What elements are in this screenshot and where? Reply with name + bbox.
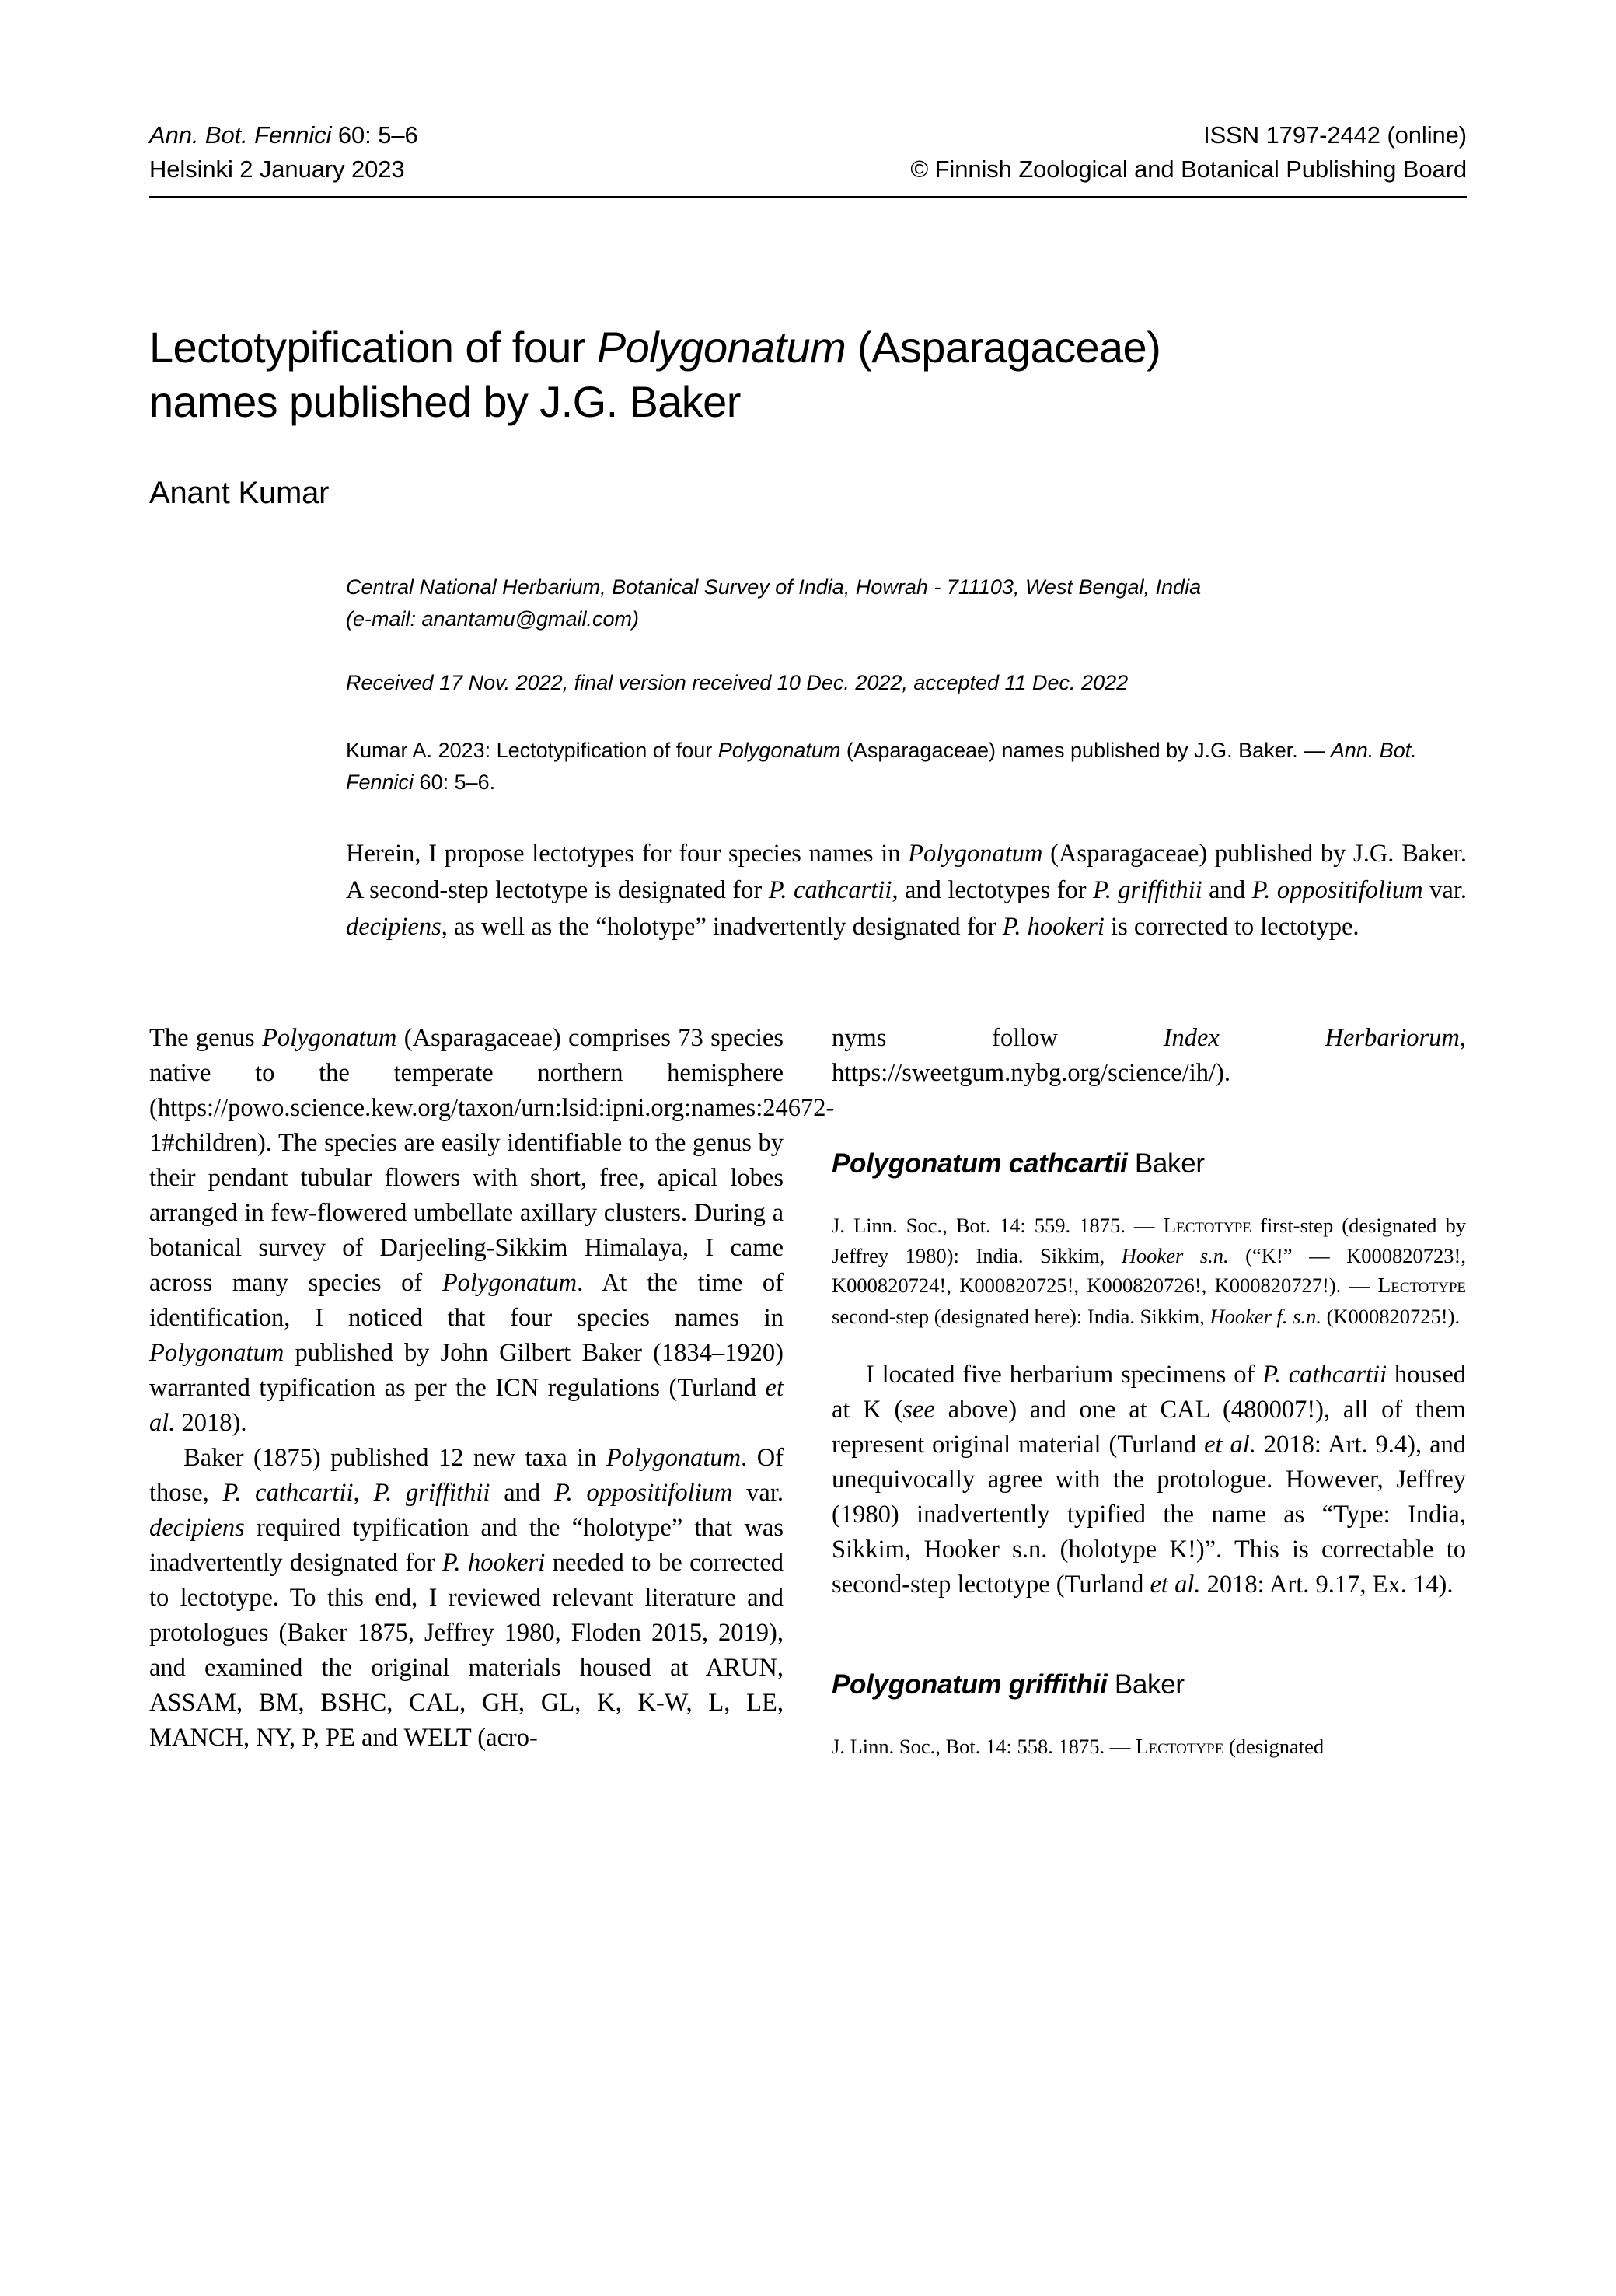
lectotype-label-3: Lectotype (1135, 1734, 1224, 1758)
species-name-griffithii: Polygonatum griffithii (832, 1669, 1108, 1700)
front-matter (346, 571, 1467, 946)
title-part-1: Lectotypification of four (149, 323, 597, 372)
intro-seg-1: The genus (149, 1023, 263, 1052)
lectotype-label-1: Lectotype (1163, 1213, 1251, 1237)
intro-seg-3: . At the time of identification, I noticed that four species names in (149, 1268, 784, 1332)
page-title (149, 320, 1408, 429)
left-column (149, 1021, 835, 1762)
intro-italic-2: Polygonatum (442, 1268, 578, 1297)
intro-seg-5: 2018). (175, 1408, 247, 1437)
cite-part-1: Kumar A. 2023: Lectotypification of four (346, 738, 718, 762)
disc-seg-2: housed at K ( (832, 1360, 1467, 1424)
proto-c-seg-3: (“K!” — K000820723!, K000820724!, K000820725!, K000820726!, K000820727!). — (832, 1244, 1466, 1298)
abstract-seg-4: and (1202, 876, 1252, 905)
cite-genus: Polygonatum (717, 738, 841, 762)
baker-seg-6: required typification and the “holotype” that was inadvertently designated for (149, 1513, 784, 1577)
received-dates: Received 17 Nov. 2022, final version received 10 Dec. 2022, accepted 11 Dec. 2022 (346, 671, 1129, 695)
cite-journal: Ann. Bot. Fennici (346, 738, 1417, 794)
journal-name: Ann. Bot. Fennici (149, 121, 332, 149)
proto-g-seg-2: (designated (1223, 1734, 1325, 1758)
abstract-seg-6: , as well as the “holotype” inadvertently designated for (441, 913, 1003, 942)
intro-seg-4: published by John Gilbert Baker (1834–1920) warranted typification as per the ICN regulations (Turland (149, 1338, 784, 1402)
running-head-row-1 (149, 118, 1467, 152)
title-line-2: names published by J.G. Baker (149, 377, 741, 427)
title-part-2: (Asparagaceae) (846, 323, 1161, 372)
how-to-cite (346, 735, 1467, 799)
abstract-seg-7: is corrected to lectotype. (1104, 913, 1359, 942)
baker-seg-1: Baker (1875) published 12 new taxa in (183, 1443, 606, 1472)
baker-italic-5: decipiens (149, 1513, 245, 1542)
cont-seg-1: nyms follow (832, 1023, 1164, 1052)
heading-polygonatum-griffithii (832, 1669, 1466, 1700)
disc-seg-1: I located five herbarium specimens of (866, 1360, 1263, 1389)
authority-griffithii: Baker (1107, 1669, 1185, 1700)
intro-italic-3: Polygonatum (149, 1338, 284, 1367)
proto-c-seg-4: second-step (designated here): India. Sikkim, (832, 1304, 1210, 1328)
baker-italic-2: P. cathcartii (222, 1478, 354, 1507)
paragraph-baker-1875 (149, 1441, 784, 1756)
abstract-italic-5: decipiens (346, 913, 442, 942)
running-head-row-2 (149, 152, 1467, 187)
species-name-cathcartii: Polygonatum cathcartii (832, 1148, 1128, 1179)
abstract-seg-5: var. (1422, 876, 1467, 905)
affiliation-line-1: Central National Herbarium, Botanical Survey of India, Howrah - 711103, West Bengal, India (346, 575, 1202, 599)
intro-italic-1: Polygonatum (262, 1023, 397, 1052)
abstract-seg-2: (Asparagaceae) published by J.G. Baker. A second-step lectotype is designated for (346, 839, 1467, 905)
paragraph-intro (149, 1021, 835, 1441)
disc-seg-4: 2018: Art. 9.4), and unequivocally agree with the protologue. However, Jeffrey (1980) inadvertently typified the name as “Type: India, Sikkim, Hooker s.n. (holotype K!)”. This is correctable to second-step lectotype (Turland (832, 1430, 1467, 1599)
cite-part-3: 60: 5–6. (414, 770, 496, 794)
author-name: Anant Kumar (149, 476, 330, 511)
abstract-italic-6: P. hookeri (1002, 913, 1105, 942)
lectotype-label-2: Lectotype (1377, 1274, 1466, 1298)
disc-italic-3: et al. (1204, 1430, 1256, 1459)
disc-italic-1: P. cathcartii (1262, 1360, 1387, 1389)
proto-g-seg-1: J. Linn. Soc., Bot. 14: 558. 1875. — (832, 1734, 1136, 1758)
abstract (346, 836, 1467, 946)
body-columns (149, 1021, 1467, 1762)
baker-seg-4: and (490, 1478, 554, 1507)
abstract-italic-4: P. oppositifolium (1251, 876, 1423, 905)
header-divider (149, 196, 1467, 198)
author-affiliation (346, 571, 1467, 634)
right-column (832, 1021, 1466, 1762)
abstract-italic-2: P. cathcartii (768, 876, 892, 905)
proto-c-seg-1: J. Linn. Soc., Bot. 14: 559. 1875. — (832, 1213, 1164, 1237)
paragraph-cathcartii-discussion (832, 1358, 1466, 1602)
disc-italic-4: et al. (1150, 1570, 1201, 1599)
baker-italic-1: Polygonatum (606, 1443, 742, 1472)
journal-reference (149, 118, 418, 152)
affiliation-email: (e-mail: anantamu@gmail.com) (346, 606, 640, 631)
cont-seg-2: , https://sweetgum.nybg.org/science/ih/). (832, 1023, 1467, 1087)
disc-seg-3: above) and one at CAL (480007!), all of them represent original material (Turland (832, 1395, 1466, 1459)
proto-c-seg-2: first-step (designated by Jeffrey 1980): India. Sikkim, (832, 1213, 1466, 1268)
disc-seg-5: 2018: Art. 9.17, Ex. 14). (1200, 1570, 1454, 1599)
baker-seg-7: needed to be corrected to lectotype. To this end, I reviewed relevant literature and protologues (Baker 1875, Jeffrey 1980, Floden 2015, 2019), and examined the original materials housed at ARUN, ASSAM, BM, BSHC, CAL, GH, GL, K, K-W, L, LE, MANCH, NY, P, PE and WELT (acro- (149, 1548, 784, 1752)
running-head (149, 0, 1467, 198)
baker-italic-3: P. griffithii (373, 1478, 490, 1507)
issn: ISSN 1797-2442 (online) (1203, 121, 1467, 149)
protologue-griffithii (832, 1732, 1466, 1762)
baker-italic-4: P. oppositifolium (553, 1478, 733, 1507)
baker-seg-5: var. (732, 1478, 784, 1507)
baker-seg-2: . Of those, (149, 1443, 784, 1507)
title-genus: Polygonatum (596, 323, 846, 372)
disc-italic-2: see (902, 1395, 935, 1424)
baker-italic-6: P. hookeri (442, 1548, 546, 1577)
cont-italic-1: Index Herbariorum (1163, 1023, 1460, 1052)
publisher-copyright: © Finnish Zoological and Botanical Publishing Board (910, 156, 1467, 183)
protologue-cathcartii (832, 1211, 1466, 1331)
abstract-italic-3: P. griffithii (1093, 876, 1202, 905)
paragraph-intro-continued (832, 1021, 1466, 1091)
proto-c-seg-5: (K000820725!). (1321, 1304, 1461, 1328)
baker-seg-3: , (353, 1478, 374, 1507)
intro-seg-2: (Asparagaceae) comprises 73 species native to the temperate northern hemisphere (https://powo.science.kew.org/taxon/urn:lsid:ipni.org:names:24672-1#children). The species are easily identifiable to the genus by their pendant tubular flowers with short, free, apical lobes arranged in few-flowered umbellate axillary clusters. During a botanical survey of Darjeeling-Sikkim Himalaya, I came across many species of (149, 1023, 835, 1297)
proto-c-collector-2: Hooker f. s.n. (1209, 1304, 1321, 1328)
proto-c-collector-1: Hooker s.n. (1121, 1244, 1229, 1268)
abstract-italic-1: Polygonatum (908, 839, 1043, 868)
abstract-seg-1: Herein, I propose lectotypes for four species names in (346, 839, 909, 868)
cite-part-2: (Asparagaceae) names published by J.G. Baker. — (840, 738, 1331, 762)
intro-italic-4: et al. (149, 1373, 784, 1437)
authority-cathcartii: Baker (1127, 1148, 1205, 1179)
heading-polygonatum-cathcartii (832, 1148, 1466, 1179)
place-and-date: Helsinki 2 January 2023 (149, 156, 405, 183)
journal-volume-pages: 60: 5–6 (337, 121, 418, 149)
abstract-seg-3: , and lectotypes for (892, 876, 1094, 905)
